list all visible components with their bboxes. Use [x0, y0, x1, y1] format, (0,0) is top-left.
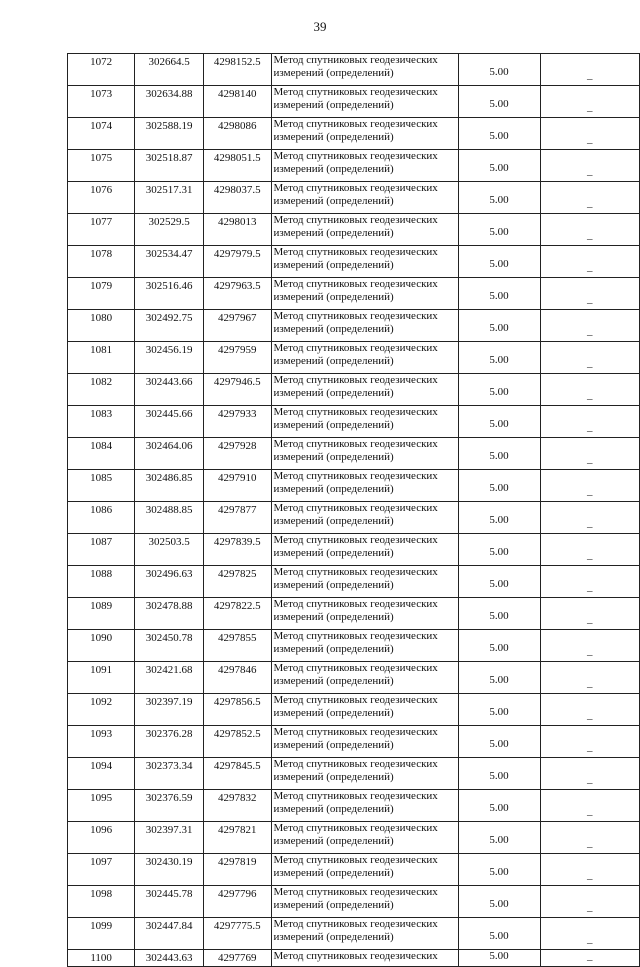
y-coordinate-cell: 4297825	[203, 566, 271, 598]
y-coordinate-cell: 4297832	[203, 790, 271, 822]
method-line-2: измерений (определений)	[273, 611, 394, 623]
y-coordinate-cell: 4297819	[203, 854, 271, 886]
method-line-1: Метод спутниковых геодезических	[273, 598, 438, 610]
table-row	[68, 438, 640, 470]
y-coordinate-cell: 4298152.5	[203, 54, 271, 86]
accuracy-cell: 5.00	[458, 758, 540, 790]
x-coordinate-cell: 302464.06	[135, 438, 204, 470]
table-row	[68, 918, 640, 950]
table-row	[68, 150, 640, 182]
method-line-2: измерений (определений)	[273, 899, 394, 911]
accuracy-cell: 5.00	[458, 694, 540, 726]
method-cell	[271, 86, 458, 118]
note-cell: –	[540, 278, 639, 310]
point-number-cell: 1074	[68, 118, 135, 150]
x-coordinate-cell: 302486.85	[135, 470, 204, 502]
method-line-2: измерений (определений)	[273, 99, 394, 111]
y-coordinate-cell: 4297822.5	[203, 598, 271, 630]
point-number-cell: 1076	[68, 182, 135, 214]
method-line-1: Метод спутниковых геодезических	[273, 86, 438, 98]
x-coordinate-cell: 302421.68	[135, 662, 204, 694]
accuracy-cell: 5.00	[458, 214, 540, 246]
accuracy-cell: 5.00	[458, 470, 540, 502]
y-coordinate-cell: 4297979.5	[203, 246, 271, 278]
table-row	[68, 342, 640, 374]
method-line-1: Метод спутниковых геодезических	[273, 950, 438, 962]
y-coordinate-cell: 4297946.5	[203, 374, 271, 406]
note-cell: –	[540, 182, 639, 214]
method-cell	[271, 950, 458, 967]
note-cell: –	[540, 822, 639, 854]
method-line-1: Метод спутниковых геодезических	[273, 150, 438, 162]
x-coordinate-cell: 302492.75	[135, 310, 204, 342]
table-row	[68, 470, 640, 502]
point-number-cell: 1090	[68, 630, 135, 662]
table-row	[68, 534, 640, 566]
method-line-1: Метод спутниковых геодезических	[273, 790, 438, 802]
y-coordinate-cell: 4297910	[203, 470, 271, 502]
method-cell	[271, 726, 458, 758]
note-cell: –	[540, 438, 639, 470]
method-line-1: Метод спутниковых геодезических	[273, 822, 438, 834]
method-cell	[271, 630, 458, 662]
method-cell	[271, 374, 458, 406]
accuracy-cell: 5.00	[458, 886, 540, 918]
point-number-cell: 1072	[68, 54, 135, 86]
accuracy-cell: 5.00	[458, 726, 540, 758]
method-line-1: Метод спутниковых геодезических	[273, 854, 438, 866]
x-coordinate-cell: 302517.31	[135, 182, 204, 214]
table-row	[68, 502, 640, 534]
y-coordinate-cell: 4297821	[203, 822, 271, 854]
method-line-1: Метод спутниковых геодезических	[273, 566, 438, 578]
accuracy-cell: 5.00	[458, 374, 540, 406]
point-number-cell: 1098	[68, 886, 135, 918]
note-cell: –	[540, 598, 639, 630]
x-coordinate-cell: 302588.19	[135, 118, 204, 150]
point-number-cell: 1080	[68, 310, 135, 342]
method-line-2: измерений (определений)	[273, 387, 394, 399]
note-cell: –	[540, 854, 639, 886]
point-number-cell: 1081	[68, 342, 135, 374]
y-coordinate-cell: 4298037.5	[203, 182, 271, 214]
y-coordinate-cell: 4297775.5	[203, 918, 271, 950]
x-coordinate-cell: 302445.78	[135, 886, 204, 918]
method-line-2: измерений (определений)	[273, 259, 394, 271]
y-coordinate-cell: 4298051.5	[203, 150, 271, 182]
note-cell: –	[540, 214, 639, 246]
method-line-1: Метод спутниковых геодезических	[273, 278, 438, 290]
x-coordinate-cell: 302664.5	[135, 54, 204, 86]
note-cell: –	[540, 246, 639, 278]
point-number-cell: 1093	[68, 726, 135, 758]
method-line-2: измерений (определений)	[273, 867, 394, 879]
method-line-1: Метод спутниковых геодезических	[273, 342, 438, 354]
point-number-cell: 1073	[68, 86, 135, 118]
method-line-1: Метод спутниковых геодезических	[273, 502, 438, 514]
method-cell	[271, 438, 458, 470]
x-coordinate-cell: 302376.59	[135, 790, 204, 822]
note-cell: –	[540, 758, 639, 790]
note-cell: –	[540, 694, 639, 726]
point-number-cell: 1096	[68, 822, 135, 854]
method-cell	[271, 342, 458, 374]
table-row	[68, 886, 640, 918]
method-cell	[271, 822, 458, 854]
accuracy-cell: 5.00	[458, 502, 540, 534]
x-coordinate-cell: 302634.88	[135, 86, 204, 118]
table-row	[68, 406, 640, 438]
table-row	[68, 598, 640, 630]
method-line-1: Метод спутниковых геодезических	[273, 54, 438, 66]
accuracy-cell: 5.00	[458, 630, 540, 662]
accuracy-cell: 5.00	[458, 438, 540, 470]
note-cell: –	[540, 726, 639, 758]
method-line-1: Метод спутниковых геодезических	[273, 246, 438, 258]
y-coordinate-cell: 4297855	[203, 630, 271, 662]
point-number-cell: 1079	[68, 278, 135, 310]
method-line-1: Метод спутниковых геодезических	[273, 694, 438, 706]
x-coordinate-cell: 302516.46	[135, 278, 204, 310]
page-number: 39	[313, 19, 327, 34]
y-coordinate-cell: 4297852.5	[203, 726, 271, 758]
method-line-1: Метод спутниковых геодезических	[273, 726, 438, 738]
y-coordinate-cell: 4297839.5	[203, 534, 271, 566]
x-coordinate-cell: 302450.78	[135, 630, 204, 662]
accuracy-cell: 5.00	[458, 182, 540, 214]
method-cell	[271, 886, 458, 918]
y-coordinate-cell: 4298013	[203, 214, 271, 246]
x-coordinate-cell: 302488.85	[135, 502, 204, 534]
method-line-1: Метод спутниковых геодезических	[273, 182, 438, 194]
method-line-2: измерений (определений)	[273, 803, 394, 815]
note-cell: –	[540, 790, 639, 822]
y-coordinate-cell: 4297769	[203, 950, 271, 967]
accuracy-cell: 5.00	[458, 118, 540, 150]
table-row	[68, 630, 640, 662]
method-line-2: измерений (определений)	[273, 419, 394, 431]
y-coordinate-cell: 4297959	[203, 342, 271, 374]
note-cell: –	[540, 566, 639, 598]
method-line-1: Метод спутниковых геодезических	[273, 374, 438, 386]
point-number-cell: 1086	[68, 502, 135, 534]
accuracy-cell: 5.00	[458, 406, 540, 438]
method-line-1: Метод спутниковых геодезических	[273, 118, 438, 130]
table-row	[68, 566, 640, 598]
method-line-2: измерений (определений)	[273, 579, 394, 591]
point-number-cell: 1095	[68, 790, 135, 822]
method-line-2: измерений (определений)	[273, 195, 394, 207]
y-coordinate-cell: 4297796	[203, 886, 271, 918]
point-number-cell: 1088	[68, 566, 135, 598]
method-line-2: измерений (определений)	[273, 547, 394, 559]
method-line-2: измерений (определений)	[273, 931, 394, 943]
method-line-1: Метод спутниковых геодезических	[273, 886, 438, 898]
method-cell	[271, 310, 458, 342]
note-cell: –	[540, 150, 639, 182]
accuracy-cell: 5.00	[458, 278, 540, 310]
table-row	[68, 214, 640, 246]
accuracy-cell: 5.00	[458, 566, 540, 598]
note-cell: –	[540, 918, 639, 950]
method-line-2: измерений (определений)	[273, 227, 394, 239]
x-coordinate-cell: 302430.19	[135, 854, 204, 886]
point-number-cell: 1084	[68, 438, 135, 470]
method-line-2: измерений (определений)	[273, 131, 394, 143]
table-row	[68, 790, 640, 822]
method-line-2: измерений (определений)	[273, 67, 394, 79]
method-line-2: измерений (определений)	[273, 771, 394, 783]
method-cell	[271, 662, 458, 694]
x-coordinate-cell: 302518.87	[135, 150, 204, 182]
method-cell	[271, 790, 458, 822]
method-cell	[271, 406, 458, 438]
accuracy-cell: 5.00	[458, 150, 540, 182]
method-cell	[271, 502, 458, 534]
coordinates-table	[67, 53, 640, 967]
method-line-1: Метод спутниковых геодезических	[273, 214, 438, 226]
point-number-cell: 1077	[68, 214, 135, 246]
method-line-2: измерений (определений)	[273, 355, 394, 367]
accuracy-cell: 5.00	[458, 310, 540, 342]
point-number-cell: 1087	[68, 534, 135, 566]
point-number-cell: 1091	[68, 662, 135, 694]
method-cell	[271, 534, 458, 566]
point-number-cell: 1094	[68, 758, 135, 790]
note-cell: –	[540, 886, 639, 918]
method-line-1: Метод спутниковых геодезических	[273, 662, 438, 674]
x-coordinate-cell: 302478.88	[135, 598, 204, 630]
accuracy-cell: 5.00	[458, 86, 540, 118]
method-cell	[271, 150, 458, 182]
point-number-cell: 1078	[68, 246, 135, 278]
note-cell: –	[540, 950, 639, 967]
method-cell	[271, 918, 458, 950]
note-cell: –	[540, 310, 639, 342]
point-number-cell: 1097	[68, 854, 135, 886]
method-cell	[271, 694, 458, 726]
table-row	[68, 246, 640, 278]
accuracy-cell: 5.00	[458, 534, 540, 566]
table-row	[68, 310, 640, 342]
point-number-cell: 1092	[68, 694, 135, 726]
note-cell: –	[540, 118, 639, 150]
x-coordinate-cell: 302456.19	[135, 342, 204, 374]
method-line-1: Метод спутниковых геодезических	[273, 758, 438, 770]
method-line-1: Метод спутниковых геодезических	[273, 918, 438, 930]
x-coordinate-cell: 302376.28	[135, 726, 204, 758]
note-cell: –	[540, 342, 639, 374]
point-number-cell: 1100	[68, 950, 135, 967]
x-coordinate-cell: 302496.63	[135, 566, 204, 598]
method-line-2: измерений (определений)	[273, 483, 394, 495]
point-number-cell: 1083	[68, 406, 135, 438]
method-cell	[271, 54, 458, 86]
method-cell	[271, 246, 458, 278]
note-cell: –	[540, 374, 639, 406]
point-number-cell: 1082	[68, 374, 135, 406]
accuracy-cell: 5.00	[458, 790, 540, 822]
point-number-cell: 1099	[68, 918, 135, 950]
y-coordinate-cell: 4297845.5	[203, 758, 271, 790]
note-cell: –	[540, 86, 639, 118]
method-cell	[271, 470, 458, 502]
y-coordinate-cell: 4297846	[203, 662, 271, 694]
x-coordinate-cell: 302529.5	[135, 214, 204, 246]
table-row	[68, 854, 640, 886]
method-cell	[271, 182, 458, 214]
method-line-1: Метод спутниковых геодезических	[273, 310, 438, 322]
x-coordinate-cell: 302503.5	[135, 534, 204, 566]
method-line-2: измерений (определений)	[273, 675, 394, 687]
accuracy-cell: 5.00	[458, 950, 540, 967]
method-line-2: измерений (определений)	[273, 163, 394, 175]
x-coordinate-cell: 302447.84	[135, 918, 204, 950]
y-coordinate-cell: 4298140	[203, 86, 271, 118]
x-coordinate-cell: 302443.63	[135, 950, 204, 967]
x-coordinate-cell: 302397.31	[135, 822, 204, 854]
method-line-2: измерений (определений)	[273, 643, 394, 655]
accuracy-cell: 5.00	[458, 342, 540, 374]
note-cell: –	[540, 502, 639, 534]
point-number-cell: 1075	[68, 150, 135, 182]
accuracy-cell: 5.00	[458, 662, 540, 694]
accuracy-cell: 5.00	[458, 918, 540, 950]
y-coordinate-cell: 4297967	[203, 310, 271, 342]
method-cell	[271, 758, 458, 790]
note-cell: –	[540, 406, 639, 438]
x-coordinate-cell: 302445.66	[135, 406, 204, 438]
method-cell	[271, 278, 458, 310]
table-row	[68, 54, 640, 86]
table-row	[68, 278, 640, 310]
table-row	[68, 694, 640, 726]
y-coordinate-cell: 4297928	[203, 438, 271, 470]
y-coordinate-cell: 4297856.5	[203, 694, 271, 726]
x-coordinate-cell: 302534.47	[135, 246, 204, 278]
table-row	[68, 758, 640, 790]
method-line-1: Метод спутниковых геодезических	[273, 406, 438, 418]
table-row	[68, 950, 640, 967]
y-coordinate-cell: 4297877	[203, 502, 271, 534]
note-cell: –	[540, 662, 639, 694]
accuracy-cell: 5.00	[458, 822, 540, 854]
note-cell: –	[540, 470, 639, 502]
table-row	[68, 86, 640, 118]
y-coordinate-cell: 4297963.5	[203, 278, 271, 310]
accuracy-cell: 5.00	[458, 246, 540, 278]
note-cell: –	[540, 54, 639, 86]
method-cell	[271, 854, 458, 886]
method-line-2: измерений (определений)	[273, 291, 394, 303]
table-row	[68, 118, 640, 150]
method-cell	[271, 598, 458, 630]
method-cell	[271, 214, 458, 246]
table-row	[68, 662, 640, 694]
method-line-2: измерений (определений)	[273, 323, 394, 335]
point-number-cell: 1085	[68, 470, 135, 502]
table-row	[68, 726, 640, 758]
note-cell: –	[540, 534, 639, 566]
table-row	[68, 822, 640, 854]
method-cell	[271, 566, 458, 598]
table-row	[68, 374, 640, 406]
x-coordinate-cell: 302397.19	[135, 694, 204, 726]
x-coordinate-cell: 302373.34	[135, 758, 204, 790]
accuracy-cell: 5.00	[458, 54, 540, 86]
note-cell: –	[540, 630, 639, 662]
method-line-2: измерений (определений)	[273, 515, 394, 527]
point-number-cell: 1089	[68, 598, 135, 630]
y-coordinate-cell: 4297933	[203, 406, 271, 438]
method-line-2: измерений (определений)	[273, 739, 394, 751]
method-line-2: измерений (определений)	[273, 451, 394, 463]
x-coordinate-cell: 302443.66	[135, 374, 204, 406]
method-cell	[271, 118, 458, 150]
accuracy-cell: 5.00	[458, 854, 540, 886]
accuracy-cell: 5.00	[458, 598, 540, 630]
y-coordinate-cell: 4298086	[203, 118, 271, 150]
method-line-1: Метод спутниковых геодезических	[273, 438, 438, 450]
table-row	[68, 182, 640, 214]
method-line-2: измерений (определений)	[273, 707, 394, 719]
method-line-1: Метод спутниковых геодезических	[273, 470, 438, 482]
method-line-1: Метод спутниковых геодезических	[273, 534, 438, 546]
method-line-2: измерений (определений)	[273, 835, 394, 847]
method-line-1: Метод спутниковых геодезических	[273, 630, 438, 642]
